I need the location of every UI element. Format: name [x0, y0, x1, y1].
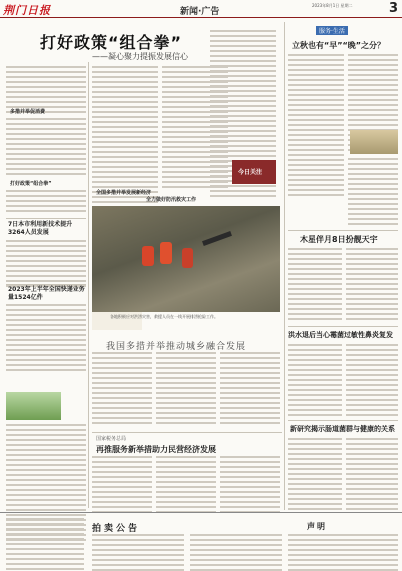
middle-lower-col-1 — [92, 352, 152, 427]
right-article-3b — [346, 344, 398, 419]
right-article-2a — [288, 248, 342, 323]
right-article-2b — [346, 248, 398, 323]
bottom-section-tag: 国家税务总局 — [96, 436, 127, 442]
column-rule — [284, 22, 285, 510]
right-headline-4: 新研究揭示肠道菌群与健康的关系 — [290, 425, 395, 433]
divider — [288, 420, 398, 421]
right-headline-2: 木星伴月8日扮靓天宇 — [300, 235, 378, 244]
divider — [288, 230, 398, 231]
issue-date: 2023年8月1日 星期二 — [312, 3, 353, 8]
right-headline-3: 洪水退后当心霉菌过敏性鼻炎复发 — [288, 331, 393, 339]
statement-body — [288, 534, 398, 571]
section-title: 新闻·广告 — [180, 7, 220, 17]
bottom-headline: 再推服务新举措助力民营经济发展 — [96, 445, 216, 454]
flood-rescue-photo — [92, 206, 280, 312]
masthead-rule — [0, 17, 402, 18]
statement-title: 声明 — [307, 522, 327, 531]
left-subheading: 多措并举促消费 — [10, 109, 46, 115]
lead-subhead: ——凝心聚力提振发展信心 — [92, 52, 188, 61]
brief-body-2 — [6, 304, 86, 374]
ad-left-text — [6, 518, 84, 571]
right-headline-1: 立秋也有“早”“晚”之分？ — [292, 41, 386, 50]
ad-band-rule — [0, 512, 402, 513]
right-article-1a — [288, 54, 344, 199]
left-article-2 — [6, 118, 86, 178]
middle-big-headline: 我国多措并举推动城乡融合发展 — [106, 342, 247, 352]
field-photo — [6, 392, 61, 420]
middle-subheading: 全国多措并举发展新经济 — [96, 190, 152, 196]
auction-notice-title: 拍卖公告 — [92, 524, 141, 534]
auction-body-2 — [190, 534, 282, 571]
hose — [202, 231, 232, 246]
middle-lower-col-3 — [220, 352, 280, 427]
column-rule — [88, 62, 89, 508]
bottom-col-2 — [156, 456, 216, 516]
right-article-4b — [346, 438, 398, 513]
divider — [92, 432, 282, 433]
brief-body-1 — [6, 240, 86, 290]
newspaper-logo: 荆门日报 — [3, 4, 51, 17]
auction-body-1 — [92, 534, 184, 571]
brief-title-1: 7日本市利用新技术提升3264人员发展 — [8, 221, 73, 236]
left-article-3 — [6, 190, 86, 215]
divider — [288, 326, 398, 327]
page-number: 3 — [388, 1, 398, 16]
right-photo — [350, 130, 398, 154]
rescuer-figure — [182, 248, 193, 268]
lead-headline: 打好政策“组合拳” — [40, 33, 183, 52]
rescuer-figure — [160, 242, 172, 264]
inset-tag: 今日关注 — [238, 169, 263, 176]
inset-title: 全力做好防汛救灾工作 — [146, 197, 197, 203]
divider — [6, 218, 86, 219]
middle-lower-col-2 — [156, 352, 216, 427]
bottom-col-1 — [92, 456, 152, 516]
right-article-4a — [288, 438, 342, 513]
photo-caption: 各地积极应对洪涝灾害，救援人员在一线开展排涝抢险工作。 — [110, 314, 218, 319]
rescuer-figure — [142, 246, 154, 266]
right-article-1c — [348, 158, 398, 228]
left-subheading-2: 打好政策“组合拳” — [10, 181, 52, 187]
right-article-3a — [288, 344, 342, 419]
divider — [6, 284, 86, 285]
bottom-col-3 — [220, 456, 280, 516]
brief-title-2: 2023年上半年全国快递业务量1524亿件 — [8, 286, 85, 301]
right-section-label: 服务·生活 — [316, 26, 348, 35]
